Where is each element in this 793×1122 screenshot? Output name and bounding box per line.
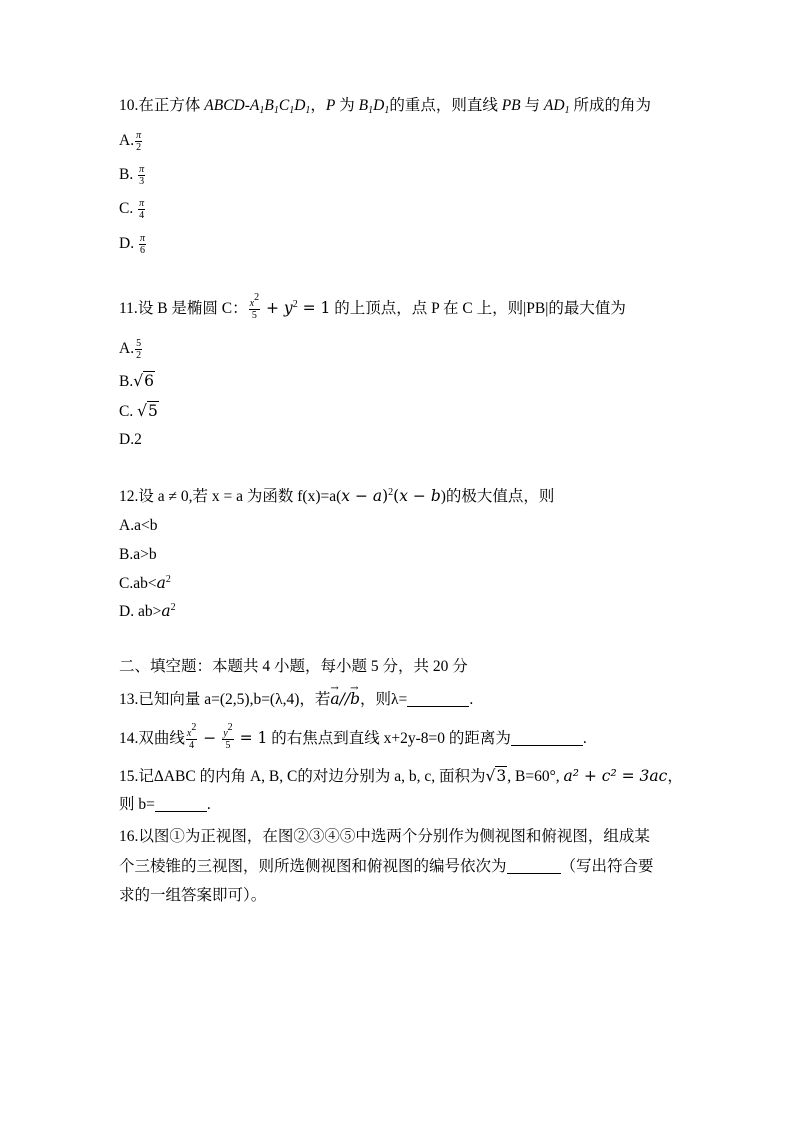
stem-text: 所成的角为 [569, 97, 651, 114]
fraction: $\frac{5}{2}$ [136, 338, 142, 361]
answer-blank[interactable] [155, 795, 207, 812]
vector-b: → b [350, 689, 360, 709]
question-10-stem [119, 96, 651, 116]
stem-text: 与 [520, 97, 544, 114]
square-root: √5 [137, 402, 158, 420]
fraction: $\frac{y^2}{5}$ [223, 722, 233, 751]
point-P: P [325, 97, 336, 114]
question-number: 11. [119, 300, 138, 318]
q12-option-d: D. $ab>a^2$ [119, 602, 176, 620]
line-PB: PB [501, 97, 521, 114]
question-16-line3: 求的一组答案即可）。 [119, 887, 267, 904]
q12-option-a: A.a<b [119, 517, 158, 534]
q11-option-b [119, 371, 155, 392]
answer-blank[interactable] [407, 690, 469, 707]
question-15-line2: 则 b= . [119, 796, 211, 813]
stem-text: 的上顶点，点 P 在 C 上，则|PB|的最大值为 [330, 300, 626, 318]
q10-option-c [119, 198, 146, 221]
square-root: √3 [485, 767, 507, 785]
stem-text: 在正方体 [138, 97, 205, 114]
vector-a: → a [330, 689, 339, 709]
fraction: $\frac{x^2}{4}$ [186, 722, 197, 751]
q11-option-c [119, 401, 159, 422]
option-label: C. [119, 200, 138, 218]
q11-option-a [119, 338, 143, 361]
stem-text: 设 a ≠ 0,若 x = a 为函数 f(x)=a( [138, 488, 342, 505]
question-14: 14.双曲线 $\frac{x^2}{4}$ − $\frac{y^2}{5}$ = 1 的右焦点到直线 x+2y-8=0 的距离为 . [119, 722, 587, 751]
q12-option-c: $C.ab<a^2$ [119, 574, 171, 592]
punct: ， [310, 97, 326, 114]
answer-blank[interactable] [507, 857, 561, 874]
stem-text: 的重点，则直线 [389, 97, 502, 114]
fraction: $\frac{\pi}{2}$ [136, 130, 142, 153]
q10-option-b [119, 164, 146, 187]
section-heading: 二、填空题：本题共 4 小题，每小题 5 分，共 20 分 [119, 658, 468, 675]
q10-option-a [119, 130, 143, 153]
line-AD1: $AD_1$ [543, 97, 570, 116]
question-15-line1: 15.记ΔABC 的内角 A, B, C的对边分别为 a, b, c, 面积为√3, B=60°, a² + c² = 3ac， [119, 767, 683, 785]
fraction: $\frac{\pi}{3}$ [139, 164, 145, 187]
square-root: √6 [133, 372, 154, 390]
q12-option-b: B.a>b [119, 546, 157, 563]
stem-text: 为 [335, 97, 359, 114]
question-16-line2: 个三棱锥的三视图，则所选侧视图和俯视图的编号依次为 （写出符合要 [119, 858, 654, 875]
option-label: D. [119, 235, 138, 253]
stem-text: )的极大值点，则 [440, 488, 555, 505]
question-11-stem: 11.设 B 是椭圆 C： $\frac{x^2}{5}$ + $y^2 = 1$ 的上顶点，点 P 在 C 上，则|PB|的最大值为 [119, 292, 626, 321]
fraction: $\frac{x^2}{5}$ [249, 292, 260, 321]
option-text: D.2 [119, 431, 142, 448]
q11-option-d [119, 430, 142, 450]
q10-option-d [119, 233, 147, 256]
question-number: 10. [119, 97, 139, 114]
option-label: B. [119, 373, 134, 390]
fraction: $\frac{\pi}{6}$ [139, 233, 145, 256]
option-label: A. [119, 340, 135, 358]
fraction: $\frac{\pi}{4}$ [139, 198, 145, 221]
segment-B1D1: $B_1D_1$ [358, 97, 390, 116]
answer-blank[interactable] [511, 729, 583, 746]
cube-name: ABCD-$A_1B_1C_1D_1$ [204, 97, 311, 116]
question-12-stem: 12.设 a ≠ 0,若 x = a 为函数 $f(x)=a(x - a)^2(x - b)$的极大值点，则 [119, 487, 555, 505]
stem-text: 设 B 是椭圆 C： [137, 300, 248, 318]
option-label: B. [119, 166, 138, 184]
option-label: C. [119, 403, 138, 420]
question-13: 13.已知向量 a=(2,5),b=(λ,4)，若→ a//→ b，则λ= . [119, 689, 473, 710]
question-number: 12. [119, 488, 139, 505]
question-16-line1: 16.以图①为正视图，在图②③④⑤中选两个分别作为侧视图和俯视图，组成某 [119, 828, 650, 845]
option-label: A. [119, 132, 135, 150]
